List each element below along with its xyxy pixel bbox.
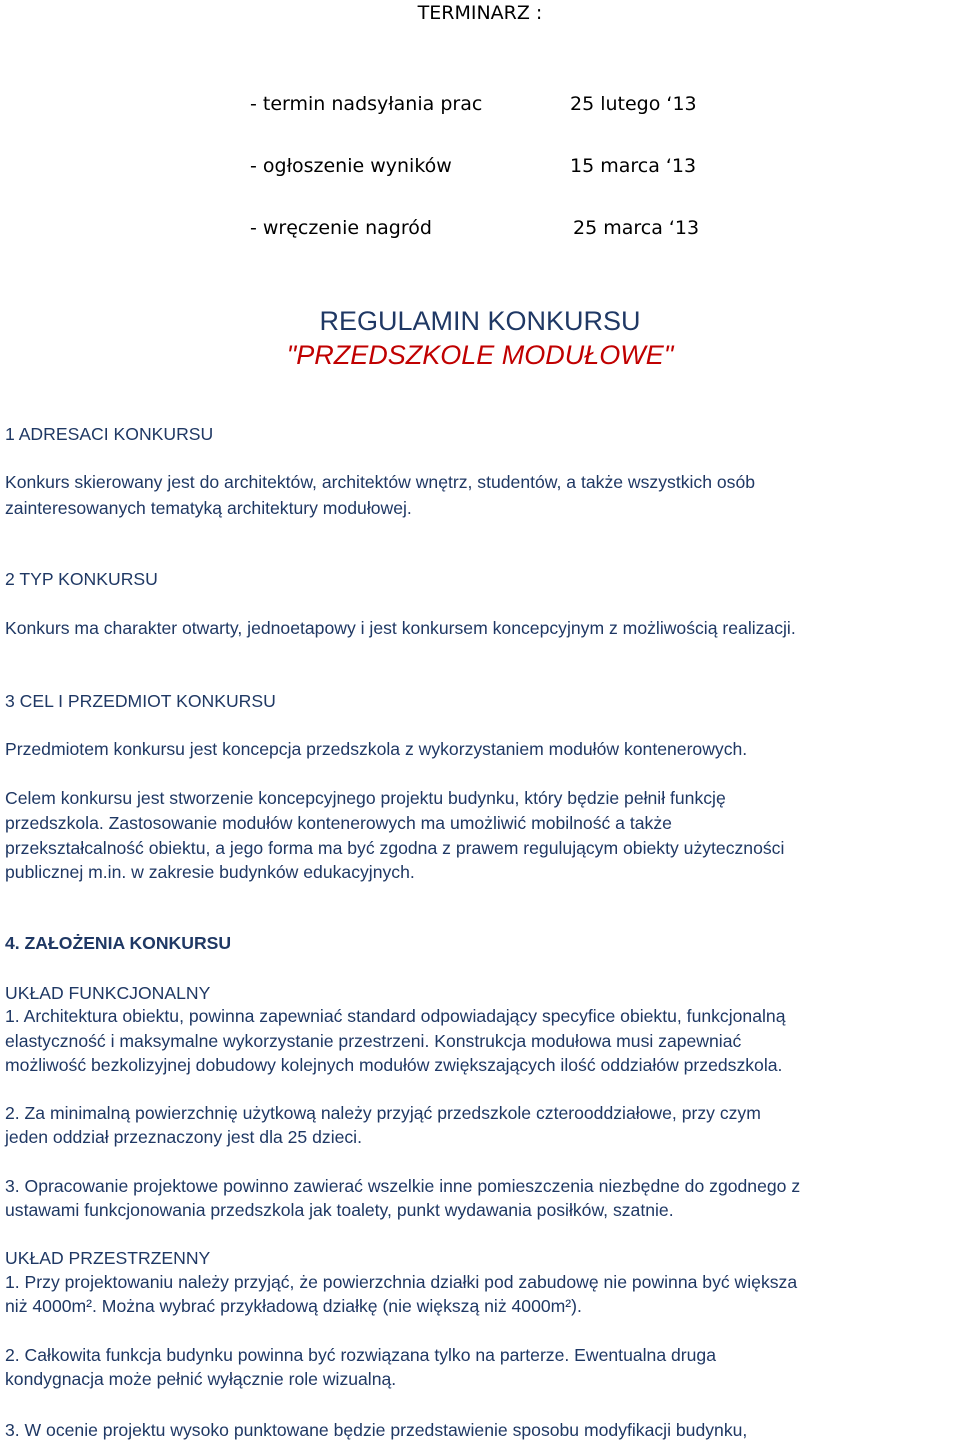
functional-item-line: 1. Architektura obiektu, powinna zapewniać standard odpowiadający specyfice obiektu, funkcjonalną <box>5 1006 786 1026</box>
section-2-heading: 2 TYP KONKURSU <box>5 569 158 589</box>
section-3-paragraph-line: przekształcalność obiektu, a jego forma ma być zgodna z prawem regulującym obiekty użyteczności <box>5 838 785 858</box>
spatial-layout-heading: UKŁAD PRZESTRZENNY <box>5 1248 211 1268</box>
functional-layout-heading: UKŁAD FUNKCJONALNY <box>5 983 211 1003</box>
spatial-item-line: 3. W ocenie projektu wysoko punktowane będzie przedstawienie sposobu modyfikacji budynku, <box>5 1420 748 1440</box>
spatial-item-line: kondygnacja może pełnić wyłącznie role wizualną. <box>5 1369 397 1389</box>
section-3-heading: 3 CEL I PRZEDMIOT KONKURSU <box>5 691 276 711</box>
functional-item-line: ustawami funkcjonowania przedszkola jak toalety, punkt wydawania posiłków, szatnie. <box>5 1200 674 1220</box>
section-1-text-line: Konkurs skierowany jest do architektów, architektów wnętrz, studentów, a także wszystkich osób <box>5 472 756 492</box>
schedule-item: - wręczenie nagród <box>250 217 432 239</box>
section-3-paragraph-line: publicznej m.in. w zakresie budynków edukacyjnych. <box>5 862 415 882</box>
section-1-text-line: zainteresowanych tematyką architektury modułowej. <box>5 498 412 518</box>
section-3-text: Przedmiotem konkursu jest koncepcja przedszkola z wykorzystaniem modułów kontenerowych. <box>5 739 748 759</box>
functional-item-line: elastyczność i maksymalne wykorzystanie przestrzeni. Konstrukcja modułowa musi zapewniać <box>5 1031 742 1051</box>
schedule-date: 15 marca ‘13 <box>570 155 697 177</box>
regulations-subtitle: "PRZEDSZKOLE MODUŁOWE" <box>286 340 674 370</box>
regulations-title: REGULAMIN KONKURSU <box>319 306 641 336</box>
section-4-heading: 4. ZAŁOŻENIA KONKURSU <box>5 933 232 953</box>
functional-item-line: możliwość bezkolizyjnej dobudowy kolejnych modułów zwiększających ilość oddziałów przedszkola. <box>5 1055 783 1075</box>
spatial-item-line: niż 4000m². Można wybrać przykładową działkę (nie większą niż 4000m²). <box>5 1296 582 1316</box>
schedule-row-results <box>250 152 750 180</box>
schedule-row-submission <box>250 90 750 118</box>
section-3-paragraph-line: Celem konkursu jest stworzenie koncepcyjnego projektu budynku, który będzie pełnił funkcję <box>5 788 726 808</box>
section-3-paragraph-line: przedszkola. Zastosowanie modułów kontenerowych ma umożliwić mobilność a także <box>5 813 672 833</box>
functional-item-line: 2. Za minimalną powierzchnię użytkową należy przyjąć przedszkole czterooddziałowe, przy czym <box>5 1103 761 1123</box>
schedule-date: 25 marca ‘13 <box>573 217 700 239</box>
schedule-title: TERMINARZ : <box>417 2 543 24</box>
schedule-item: - termin nadsyłania prac <box>250 93 483 115</box>
schedule-date: 25 lutego ‘13 <box>570 93 697 115</box>
spatial-item-line: 2. Całkowita funkcja budynku powinna być rozwiązana tylko na parterze. Ewentualna druga <box>5 1345 717 1365</box>
spatial-item-line: 1. Przy projektowaniu należy przyjąć, że powierzchnia działki pod zabudowę nie powinna być większa <box>5 1272 798 1292</box>
schedule-item: - ogłoszenie wyników <box>250 155 452 177</box>
schedule-row-awards <box>250 214 750 242</box>
functional-item-line: jeden oddział przeznaczony jest dla 25 dzieci. <box>5 1127 362 1147</box>
section-2-text: Konkurs ma charakter otwarty, jednoetapowy i jest konkursem koncepcyjnym z możliwością realizacji. <box>5 618 796 638</box>
functional-item-line: 3. Opracowanie projektowe powinno zawierać wszelkie inne pomieszczenia niezbędne do zgodnego z <box>5 1176 801 1196</box>
section-1-heading: 1 ADRESACI KONKURSU <box>5 424 214 444</box>
